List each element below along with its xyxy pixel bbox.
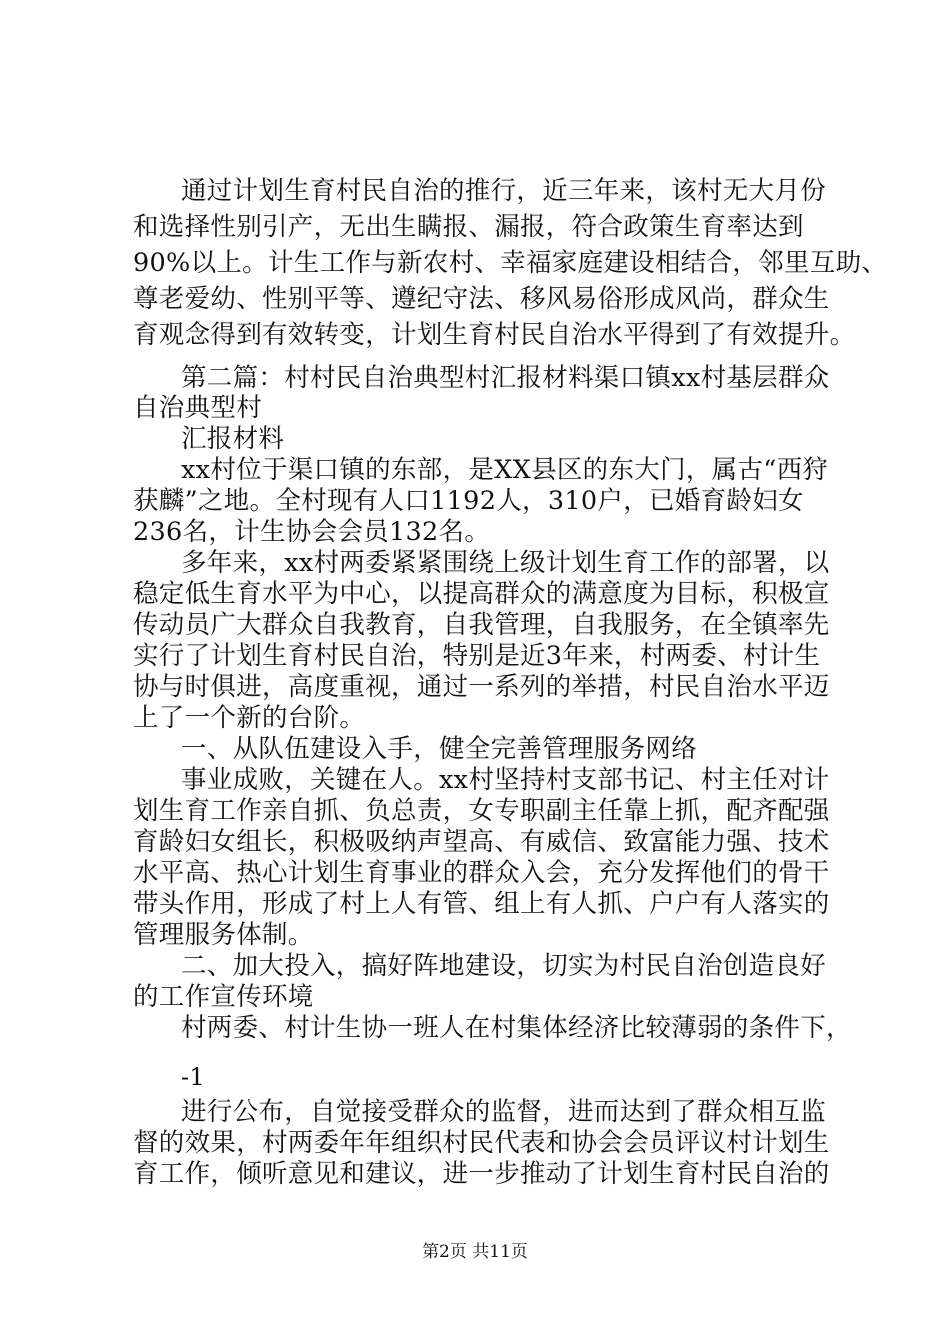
text-line: 传动员广大群众自我教育，自我管理，自我服务，在全镇率先 bbox=[133, 610, 830, 640]
text-line: 获麟”之地。全村现有人口1192人，310户，已婚育龄妇女 bbox=[133, 486, 804, 516]
text-line: 实行了计划生育村民自治，特别是近3年来，村两委、村计生 bbox=[133, 641, 821, 671]
text-line: 育工作，倾听意见和建议，进一步推动了计划生育村民自治的 bbox=[133, 1159, 830, 1189]
section-heading: 二、加大投入，搞好阵地建设，切实为村民自治创造良好 bbox=[181, 951, 827, 981]
text-line: 事业成败，关键在人。xx村坚持村支部书记、村主任对计 bbox=[181, 765, 830, 795]
text-line: 90%以上。计生工作与新农村、幸福家庭建设相结合，邻里互助、 bbox=[133, 248, 888, 278]
text-line: 育龄妇女组长，积极吸纳声望高、有威信、致富能力强、技术 bbox=[133, 827, 830, 857]
text-line: 带头作用，形成了村上人有管、组上有人抓、户户有人落实的 bbox=[133, 889, 830, 919]
text-line: 和选择性别引产，无出生瞒报、漏报，符合政策生育率达到 bbox=[133, 212, 804, 242]
section-heading: 一、从队伍建设入手，健全完善管理服务网络 bbox=[181, 734, 698, 764]
page-marker: -1 bbox=[181, 1063, 205, 1091]
section-heading: 自治典型村 bbox=[133, 393, 263, 423]
text-line: 稳定低生育水平为中心，以提高群众的满意度为目标，积极宣 bbox=[133, 579, 830, 609]
text-line: 协与时俱进，高度重视，通过一系列的举措，村民自治水平迈 bbox=[133, 672, 830, 702]
text-line: 上了一个新的台阶。 bbox=[133, 703, 366, 733]
text-line: 水平高、热心计划生育事业的群众入会，充分发挥他们的骨干 bbox=[133, 858, 830, 888]
text-line: 通过计划生育村民自治的推行，近三年来，该村无大月份 bbox=[181, 176, 827, 206]
text-line: 尊老爱幼、性别平等、遵纪守法、移风易俗形成风尚，群众生 bbox=[133, 284, 830, 314]
text-line: 村两委、村计生协一班人在村集体经济比较薄弱的条件下， bbox=[181, 1013, 852, 1043]
text-line: xx村位于渠口镇的东部，是XX县区的东大门，属古“西狩 bbox=[181, 455, 829, 485]
text-line: 督的效果，村两委年年组织村民代表和协会会员评议村计划生 bbox=[133, 1128, 830, 1158]
text-line: 236名，计生协会会员132名。 bbox=[133, 517, 491, 547]
text-line: 划生育工作亲自抓、负总责，女专职副主任靠上抓，配齐配强 bbox=[133, 796, 830, 826]
text-line: 进行公布，自觉接受群众的监督，进而达到了群众相互监 bbox=[181, 1097, 827, 1127]
text-line: 多年来，xx村两委紧紧围绕上级计划生育工作的部署，以 bbox=[181, 548, 830, 578]
section-subheading: 汇报材料 bbox=[181, 424, 285, 454]
text-line: 管理服务体制。 bbox=[133, 920, 314, 950]
section-heading: 的工作宣传环境 bbox=[133, 982, 314, 1012]
text-line: 育观念得到有效转变，计划生育村民自治水平得到了有效提升。 bbox=[133, 320, 856, 350]
page-footer: 第2页 共11页 bbox=[422, 1242, 528, 1262]
section-heading: 第二篇：村村民自治典型村汇报材料渠口镇xx村基层群众 bbox=[181, 363, 830, 393]
